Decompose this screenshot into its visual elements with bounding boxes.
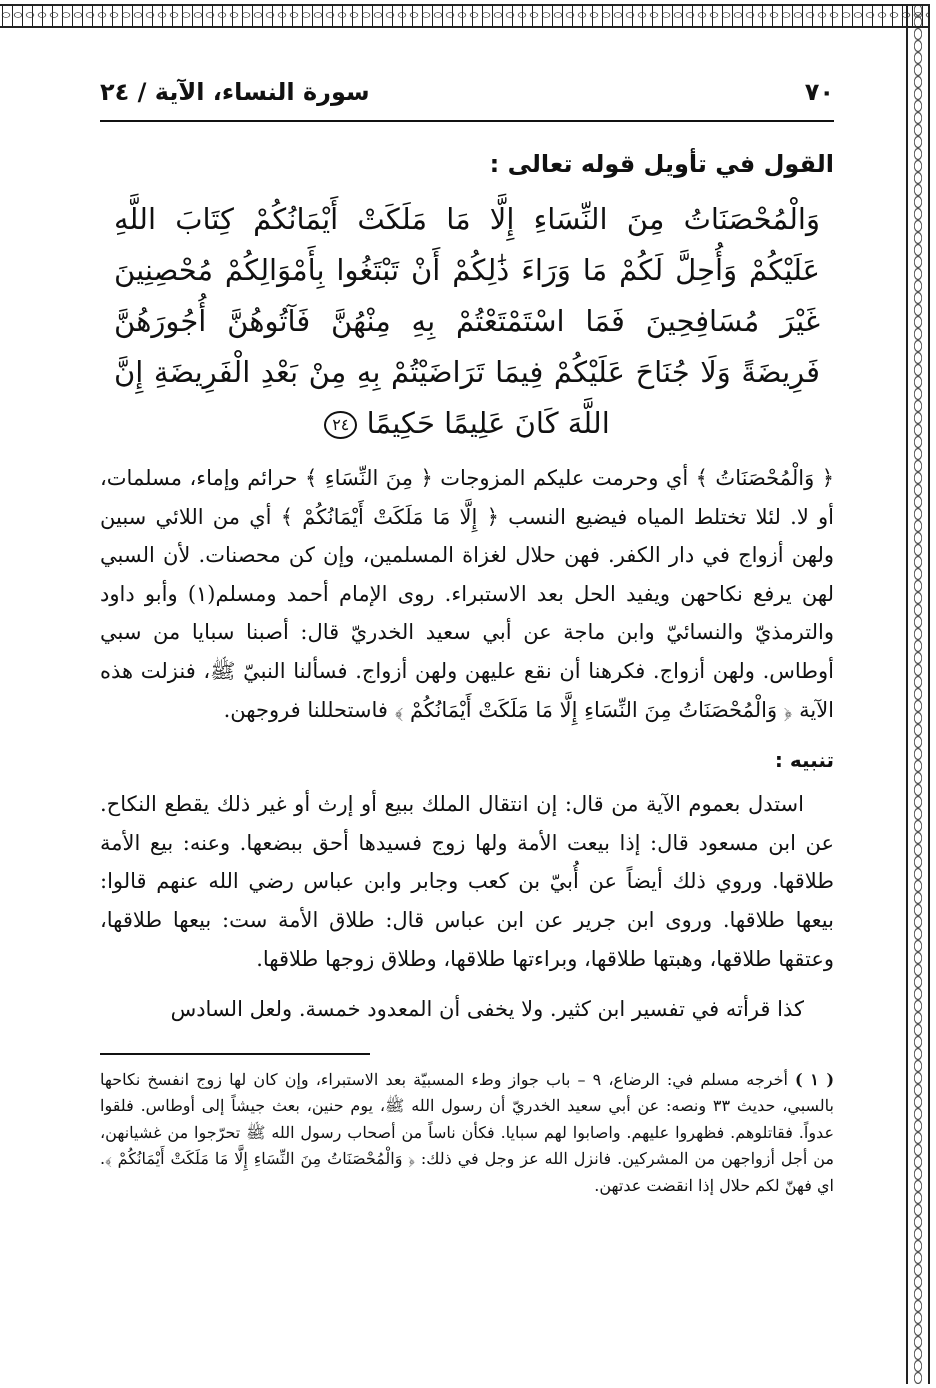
notice-heading: تنبيه : [774, 748, 834, 773]
running-title: سورة النساء، الآية / ٢٤ [100, 78, 370, 106]
ornamental-border-top [0, 4, 930, 28]
quran-verse-block [100, 194, 834, 449]
ornamental-border-right [906, 4, 930, 1384]
notice-body [100, 785, 834, 1029]
verse-text: وَالْمُحْصَنَاتُ مِنَ النِّسَاءِ إِلَّا مَا مَلَكَتْ أَيْمَانُكُمْ كِتَابَ اللَّهِ عَلَيْكُمْ وَأُحِلَّ لَكُمْ مَا وَرَاءَ ذَٰلِكُمْ أَنْ تَبْتَغُوا بِأَمْوَالِكُمْ مُحْصِنِينَ غَيْرَ مُسَافِحِينَ فَمَا اسْتَمْتَعْتُمْ بِهِ مِنْهُنَّ فَآتُوهُنَّ أُجُورَهُنَّ فَرِيضَةً وَلَا جُنَاحَ عَلَيْكُمْ فِيمَا تَرَاضَيْتُمْ بِهِ مِنْ بَعْدِ الْفَرِيضَةِ إِنَّ اللَّهَ كَانَ عَلِيمًا حَكِيمًا [114, 202, 820, 440]
verse-number-marker: ٢٤ [324, 411, 357, 439]
notice-paragraph-continued: كذا قرأته في تفسير ابن كثير. ولا يخفى أن المعدود خمسة. ولعل السادس [170, 997, 804, 1022]
page-number: ٧٠ [804, 78, 834, 106]
page-header [100, 70, 834, 114]
book-page [100, 70, 834, 1199]
footnote-number: ( ١ ) [795, 1069, 835, 1089]
paragraph-gap [100, 978, 834, 990]
section-heading: القول في تأويل قوله تعالى : [489, 150, 834, 178]
footnote [100, 1067, 834, 1200]
footnote-text: أخرجه مسلم في: الرضاع، ٩ – باب جواز وطء المسبيّة بعد الاستبراء، وإن كان لها زوج انفسخ نكاحها بالسبي، حديث ٣٣ ونصه: عن أبي سعيد الخدريّ أن رسول الله ﷺ، يوم حنين، بعث جيشاً إلى أوطاس. فلقوا عدواً. فقاتلوهم. فظهروا عليهم. واصابوا لهم سبايا. فكأن ناساً من أصحاب رسول الله ﷺ تحرّجوا من غشيانهن، من أجل أزواجهن من المشركين. فانزل الله عز وجل في ذلك: ﴿ وَالْمُحْصَنَاتُ مِنَ النِّسَاءِ إِلَّا مَا مَلَكَتْ أَيْمَانُكُمْ ﴾. اي فهنّ لكم حلال إذا انقضت عدتهن. [100, 1069, 834, 1195]
notice-paragraph: استدل بعموم الآية من قال: إن انتقال الملك ببيع أو إرث أو غير ذلك يقطع النكاح. عن ابن مسعود قال: إذا بيعت الأمة ولها زوج فسيدها أحق ببضعها. وعنه: بيع الأمة طلاقها. وروي ذلك أيضاً عن أُبيّ بن كعب وجابر وابن عباس رضي الله عنهم قالوا: بيعها طلاقها. وروى ابن جرير عن ابن عباس قال: طلاق الأمة ست: بيعها طلاقها، وعتقها طلاقها، وهبتها طلاقها، وبراءتها طلاقها، وطلاق زوجها طلاقها. [100, 792, 834, 971]
commentary [100, 459, 834, 729]
commentary-paragraph: ﴿ وَالْمُحْصَنَاتُ ﴾ أي وحرمت عليكم المزوجات ﴿ مِنَ النِّسَاءِ ﴾ حرائم وإماء، مسلمات، أو لا. لئلا تختلط المياه فيضيع النسب ﴿ إِلَّا مَا مَلَكَتْ أَيْمَانُكُمْ ﴾ أي من اللائي سبين ولهن أزواج في دار الكفر. فهن حلال لغزاة المسلمين، وإن كن محصنات. لأن السبي لهن يرفع نكاحهن ويفيد الحل بعد الاستبراء. روى الإمام أحمد ومسلم(١) وأبو داود والترمذيّ والنسائيّ وابن ماجة عن أبي سعيد الخدريّ قال: أصبنا سبايا من سبي أوطاس. ولهن أزواج. فكرهنا أن نقع عليهن ولهن أزواج. فسألنا النبيّ ﷺ، فنزلت هذه الآية ﴿ وَالْمُحْصَنَاتُ مِنَ النِّسَاءِ إِلَّا مَا مَلَكَتْ أَيْمَانُكُمْ ﴾ فاستحللنا فروجهن. [100, 466, 834, 722]
header-rule [100, 120, 834, 122]
footnote-separator [100, 1053, 370, 1055]
